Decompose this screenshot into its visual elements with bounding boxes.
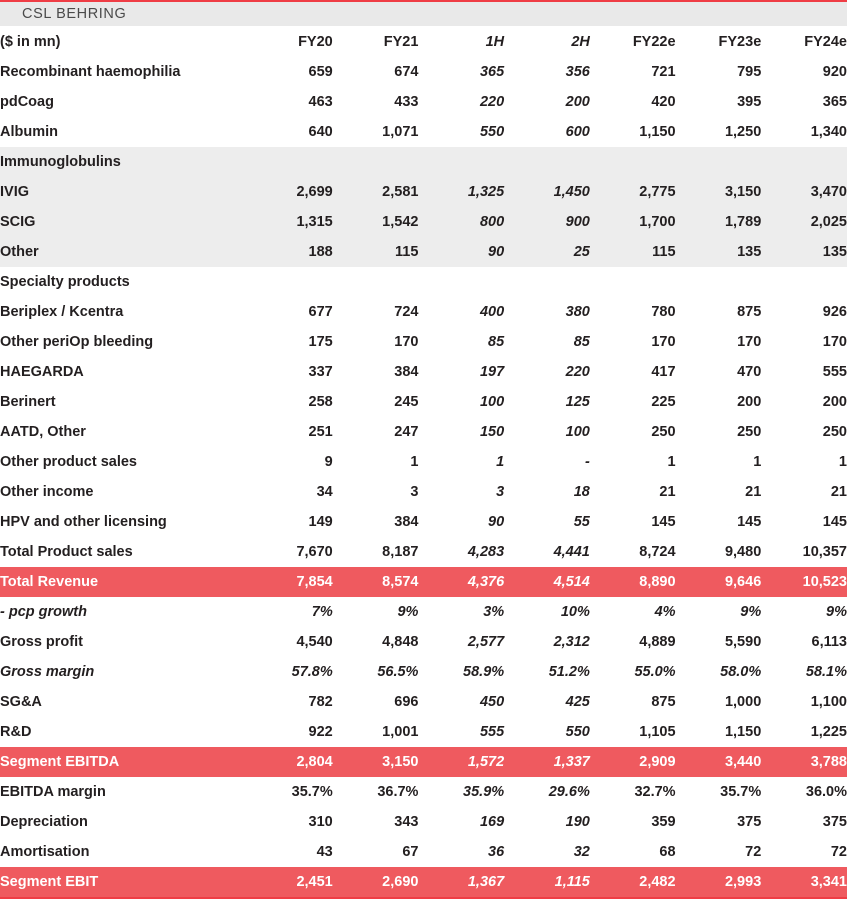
table-row [0,657,847,687]
row-value: 6,113 [811,634,847,650]
table-row [0,567,847,597]
row-value: 555 [822,364,847,380]
column-header-fy21: FY21 [383,34,419,50]
row-value: 149 [308,514,333,530]
row-value: 1,315 [247,207,333,237]
row-value: 384 [394,364,419,380]
row-value: 922 [308,724,333,740]
row-value: 9,646 [676,567,762,597]
row-value: 56.5% [377,664,419,680]
row-value: 135 [761,237,847,267]
table-row [0,387,847,417]
row-value: 550 [565,724,590,740]
row-value: 5,590 [724,634,762,650]
row-value: 85 [488,334,505,350]
row-value: 3,150 [333,747,419,777]
row-value: 35.7% [291,784,333,800]
column-header-label: ($ in mn) [0,34,61,50]
row-value: 58.9% [463,664,505,680]
row-value: 250 [737,424,762,440]
row-label: IVIG [0,177,247,207]
row-value [761,147,847,177]
column-header-fy24e: FY24e [804,34,847,50]
row-label: Total Revenue [0,567,247,597]
row-value: 4,283 [467,544,505,560]
row-label: Immunoglobulins [0,147,247,177]
row-label: Total Product sales [0,544,133,560]
row-value: 375 [737,814,762,830]
row-value: 175 [308,334,333,350]
row-value: 21 [659,484,676,500]
row-value: 57.8% [291,664,333,680]
row-value: 2,451 [247,867,333,897]
table-row [0,297,847,327]
table-row [0,687,847,717]
row-value: 1,789 [676,207,762,237]
row-value: 258 [308,394,333,410]
row-value: 2,577 [467,634,505,650]
row-value: 2,909 [590,747,676,777]
row-value: 2,482 [590,867,676,897]
row-label: Other income [0,484,94,500]
row-value: 1,150 [639,124,676,140]
row-value: 55 [573,514,590,530]
row-value: 310 [308,814,333,830]
row-value: 245 [394,394,419,410]
row-value: 4,889 [639,634,676,650]
row-value: 35.9% [463,784,505,800]
row-value: 1,000 [724,694,762,710]
row-value: 4,514 [504,567,590,597]
row-value: 251 [308,424,333,440]
row-value: 1 [753,454,762,470]
row-label: Recombinant haemophilia [0,64,181,80]
row-value: 247 [394,424,419,440]
table-row [0,57,847,87]
row-value: 724 [394,304,419,320]
row-value: 2,581 [333,177,419,207]
row-value: 115 [590,237,676,267]
row-value: 1,105 [639,724,676,740]
table-row [0,867,847,897]
row-value: 2,993 [676,867,762,897]
row-value [333,267,419,297]
row-value: 4,441 [553,544,590,560]
row-value: 100 [479,394,505,410]
row-label: Specialty products [0,274,130,290]
row-value: 2,025 [761,207,847,237]
row-value: 188 [247,237,333,267]
row-value: 900 [504,207,590,237]
row-value: 220 [479,94,505,110]
row-value: 3,341 [761,867,847,897]
row-value: 135 [676,237,762,267]
row-label: Beriplex / Kcentra [0,304,124,320]
table-row [0,597,847,627]
row-value: 7,854 [247,567,333,597]
row-value: 145 [822,514,847,530]
row-value: 1 [667,454,676,470]
row-value: 25 [504,237,590,267]
row-value: 72 [830,844,847,860]
page-title: CSL BEHRING [0,2,847,27]
row-value: 1,100 [810,694,847,710]
row-value: 9 [324,454,333,470]
row-label: HAEGARDA [0,364,84,380]
row-value: 68 [659,844,676,860]
row-value: 420 [651,94,676,110]
row-value: 4,376 [418,567,504,597]
row-value [333,147,419,177]
table-row [0,417,847,447]
row-value: 425 [565,694,590,710]
row-value: 9,480 [724,544,762,560]
row-value: 1,367 [418,867,504,897]
row-value: 3,150 [676,177,762,207]
table-row [0,477,847,507]
row-value: 35.7% [720,784,762,800]
row-value: 8,574 [333,567,419,597]
table-row [0,837,847,867]
row-value: 3 [496,484,505,500]
row-value: 1,542 [333,207,419,237]
column-header-fy22e: FY22e [632,34,676,50]
row-value: 220 [565,364,590,380]
row-value: 356 [565,64,590,80]
column-header-fy23e: FY23e [718,34,762,50]
row-label: Albumin [0,124,58,140]
row-value: 600 [565,124,590,140]
row-value: 3% [483,604,505,620]
row-value: 780 [651,304,676,320]
row-label: SCIG [0,207,247,237]
row-value: 674 [394,64,419,80]
row-value: 1,337 [504,747,590,777]
row-value: 795 [737,64,762,80]
row-value: 1 [838,454,847,470]
table-row [0,447,847,477]
row-label: Berinert [0,394,56,410]
table-row [0,747,847,777]
row-value: 18 [573,484,590,500]
row-value: 3,470 [761,177,847,207]
row-value [504,267,590,297]
row-value: 150 [479,424,505,440]
row-value: 1,115 [504,867,590,897]
row-value: 250 [651,424,676,440]
table-row [0,537,847,567]
column-header-fy20: FY20 [298,34,333,50]
row-value: 43 [316,844,333,860]
row-value: 8,890 [590,567,676,597]
row-value: 72 [745,844,762,860]
row-label: Other [0,237,247,267]
row-label: HPV and other licensing [0,514,167,530]
row-value: 4,848 [382,634,419,650]
row-value: 1 [410,454,419,470]
row-value: 90 [488,514,505,530]
table-row [0,147,847,177]
row-value: 200 [565,94,590,110]
row-value: 10,523 [761,567,847,597]
row-value: 1,700 [590,207,676,237]
row-value: 32 [573,844,590,860]
row-value: 1,001 [382,724,419,740]
row-value [247,267,333,297]
row-value: 782 [308,694,333,710]
row-value: 21 [745,484,762,500]
row-value: 2,690 [333,867,419,897]
row-value: 190 [565,814,590,830]
column-header-1h: 1H [485,34,505,50]
row-value: 2,775 [590,177,676,207]
bottom-rule [0,897,847,899]
row-value: 58.1% [805,664,847,680]
row-value: 696 [394,694,419,710]
row-value: 4% [654,604,676,620]
row-value: 1,225 [810,724,847,740]
row-label: Other product sales [0,454,137,470]
row-value [418,267,504,297]
row-value: 800 [418,207,504,237]
table-row [0,807,847,837]
row-value: 125 [565,394,590,410]
row-value: 3 [410,484,419,500]
row-value: 7,670 [296,544,333,560]
row-label: Segment EBIT [0,867,247,897]
row-value: 2,699 [247,177,333,207]
table-row [0,267,847,297]
row-value: 384 [394,514,419,530]
row-value: 51.2% [548,664,590,680]
row-value: 36 [488,844,505,860]
row-value: 875 [651,694,676,710]
row-label: R&D [0,724,32,740]
row-value: 55.0% [634,664,676,680]
row-value [590,147,676,177]
row-value: 169 [479,814,505,830]
row-value: 115 [333,237,419,267]
row-value: 4,540 [296,634,333,650]
row-value: 36.7% [377,784,419,800]
row-value: 1,572 [418,747,504,777]
row-value: 640 [308,124,333,140]
row-value [590,267,676,297]
table-row [0,717,847,747]
table-header-row [0,27,847,57]
row-value: 85 [573,334,590,350]
row-value: 67 [402,844,419,860]
row-value: 145 [737,514,762,530]
row-value: 1 [496,454,505,470]
row-value: 550 [479,124,505,140]
table-row [0,357,847,387]
row-value: 9% [397,604,419,620]
row-value: 170 [651,334,676,350]
row-value: 659 [308,64,333,80]
row-value: 375 [822,814,847,830]
row-label: pdCoag [0,94,54,110]
row-value: 463 [308,94,333,110]
row-value: 7% [311,604,333,620]
row-value: 365 [822,94,847,110]
row-label: AATD, Other [0,424,86,440]
row-value: 100 [565,424,590,440]
row-value: 337 [308,364,333,380]
row-value: 359 [651,814,676,830]
row-value: 343 [394,814,419,830]
row-value: 34 [316,484,333,500]
row-value: 200 [822,394,847,410]
row-value: 10,357 [802,544,847,560]
table-head [0,27,847,57]
row-value: 29.6% [548,784,590,800]
row-label: Amortisation [0,844,90,860]
row-value: 1,250 [724,124,762,140]
row-value: 677 [308,304,333,320]
row-value: 380 [565,304,590,320]
row-value: 250 [822,424,847,440]
row-value: 58.0% [720,664,762,680]
row-value: 920 [822,64,847,80]
row-value: 8,724 [639,544,676,560]
row-value [418,147,504,177]
row-value: 9% [826,604,847,620]
row-value: 8,187 [382,544,419,560]
row-value: 170 [822,334,847,350]
row-value: 2,312 [553,634,590,650]
row-value: 1,340 [810,124,847,140]
row-value: 395 [737,94,762,110]
row-value: 3,788 [761,747,847,777]
row-value: 450 [479,694,505,710]
row-value [676,147,762,177]
row-value: 197 [479,364,505,380]
table-row [0,627,847,657]
row-label: Other periOp bleeding [0,334,154,350]
table-row [0,177,847,207]
row-value: 365 [479,64,505,80]
row-value: - [585,454,590,470]
row-value: 1,150 [724,724,762,740]
row-label: Gross profit [0,634,83,650]
row-label: Gross margin [0,664,95,680]
row-value: 1,325 [418,177,504,207]
row-value: 32.7% [634,784,676,800]
row-value: 225 [651,394,676,410]
row-label: - pcp growth [0,604,87,620]
row-value: 3,440 [676,747,762,777]
row-value: 555 [479,724,505,740]
row-label: EBITDA margin [0,784,106,800]
row-value [504,147,590,177]
row-value: 9% [740,604,762,620]
row-value [676,267,762,297]
row-value: 2,804 [247,747,333,777]
row-value: 170 [737,334,762,350]
row-value: 36.0% [805,784,847,800]
table-body [0,57,847,897]
row-label: Segment EBITDA [0,747,247,777]
row-value: 875 [737,304,762,320]
row-value: 721 [651,64,676,80]
table-row [0,237,847,267]
row-value: 470 [737,364,762,380]
table-row [0,327,847,357]
row-value: 145 [651,514,676,530]
row-value: 1,450 [504,177,590,207]
row-value: 10% [560,604,590,620]
row-value: 433 [394,94,419,110]
row-value [247,147,333,177]
table-row [0,117,847,147]
table-row [0,207,847,237]
row-label: Depreciation [0,814,88,830]
row-value: 400 [479,304,505,320]
row-value: 21 [830,484,847,500]
table-row [0,87,847,117]
table-row [0,507,847,537]
row-value: 417 [651,364,676,380]
row-value: 926 [822,304,847,320]
row-value [761,267,847,297]
row-value: 200 [737,394,762,410]
row-value: 1,071 [382,124,419,140]
financials-table [0,27,847,897]
row-label: SG&A [0,694,42,710]
table-row [0,777,847,807]
row-value: 170 [394,334,419,350]
row-value: 90 [418,237,504,267]
column-header-2h: 2H [571,34,590,50]
